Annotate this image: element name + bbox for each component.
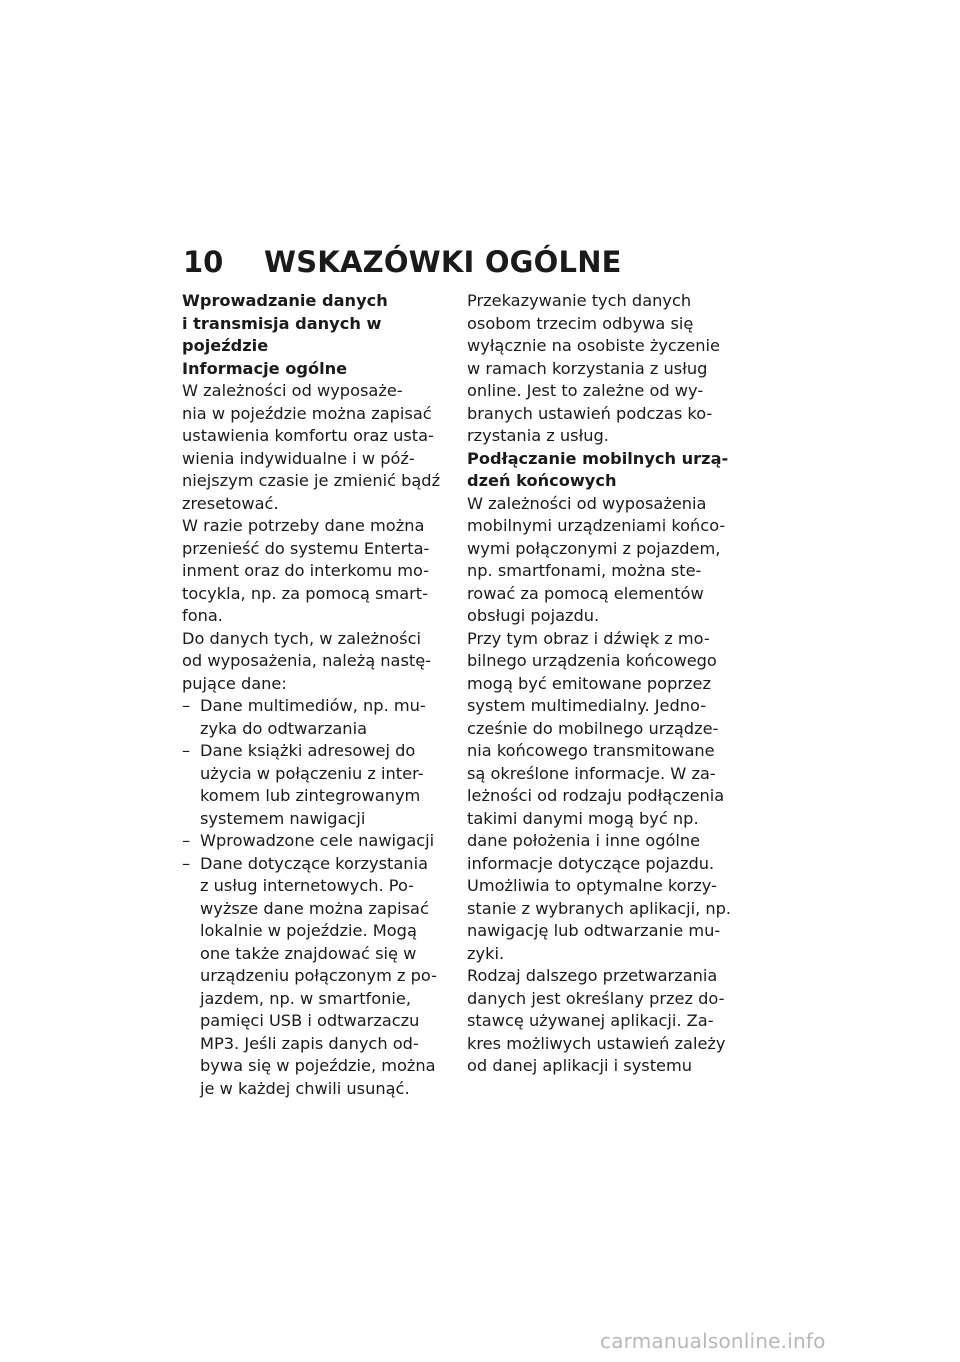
paragraph-processing: Rodzaj dalszego przetwarzania danych jest określany przez do- stawcę używanej aplikacji. Za- kres możliwych ustawień zależy od danej aplikacji i systemu xyxy=(467,966,726,1075)
data-types-list xyxy=(182,695,462,1100)
subsection-heading-general-info: Informacje ogólne xyxy=(182,358,348,378)
paragraph-third-parties: Przekazywanie tych danych osobom trzecim odbywa się wyłącznie na osobiste życzenie w ramach korzystania z usług online. Jest to zależne od wy- branych ustawień podczas ko- rzystania z usług. xyxy=(467,291,720,445)
list-item: – Dane multimediów, np. mu- zyka do odtwarzania xyxy=(182,696,426,738)
paragraph-transfer: W razie potrzeby dane można przenieść do systemu Enterta- inment oraz do interkomu mo- tocykla, np. za pomocą smart- fona. xyxy=(182,516,430,625)
bullet-dash-icon: – xyxy=(182,831,191,850)
chapter-title: WSKAZÓWKI OGÓLNE xyxy=(264,245,622,279)
list-item: – Dane książki adresowej do użycia w połączeniu z inter- komem lub zintegrowanym systemem nawigacji xyxy=(182,741,424,828)
section-heading-data-transmission: Wprowadzanie danych i transmisja danych w pojeździe xyxy=(182,291,388,355)
paragraph-mobile-control: W zależności od wyposażenia mobilnymi urządzeniami końco- wymi połączonymi z pojazdem, np. smartfonami, można ste- rować za pomocą elementów obsługi pojazdu. xyxy=(467,493,726,625)
chapter-number: 10 xyxy=(183,245,224,279)
paragraph-multimedia: Przy tym obraz i dźwięk z mo- bilnego urządzenia końcowego mogą być emitowane poprzez system multimedialny. Jedno- cześnie do mobilnego urządze- nia końcowego transmitowane są określone informacje. W za- leżności od rodzaju podłączenia takimi danymi mogą być np. dane położenia i inne ogólne informacje dotyczące pojazdu. Umożliwia to optymalne korzy- stanie z wybranych aplikacji, np. nawigację lub odtwarzanie mu- zyki. xyxy=(467,628,732,963)
section-heading-mobile-devices: Podłączanie mobilnych urzą- dzeń końcowych xyxy=(467,448,729,490)
paragraph-settings: W zależności od wyposaże- nia w pojeździe można zapisać ustawienia komfortu oraz usta- wienia indywidualne i w póź- niejszym czasie je zmienić bądź zresetować. xyxy=(182,381,441,513)
bullet-dash-icon: – xyxy=(182,741,191,760)
bullet-dash-icon: – xyxy=(182,853,191,873)
list-item: – Dane dotyczące korzystania z usług internetowych. Po- wyższe dane można zapisać lokalnie w pojeździe. Mogą one także znajdować się w urządzeniu połączonym z po- jazdem, np. w smartfonie, pamięci USB i odtwarzaczu MP3. Jeśli zapis danych od- bywa się w pojeździe, można je w każdej chwili usunąć. xyxy=(182,853,437,1098)
left-column xyxy=(182,290,462,1100)
list-item: – Wprowadzone cele nawigacji xyxy=(182,830,462,853)
bullet-dash-icon: – xyxy=(182,696,191,715)
right-column xyxy=(467,290,747,1078)
page-header xyxy=(183,240,783,284)
watermark: carmanualsonline.info xyxy=(600,1329,826,1353)
paragraph-data-types: Do danych tych, w zależności od wyposażenia, należą nastę- pujące dane: xyxy=(182,628,432,693)
